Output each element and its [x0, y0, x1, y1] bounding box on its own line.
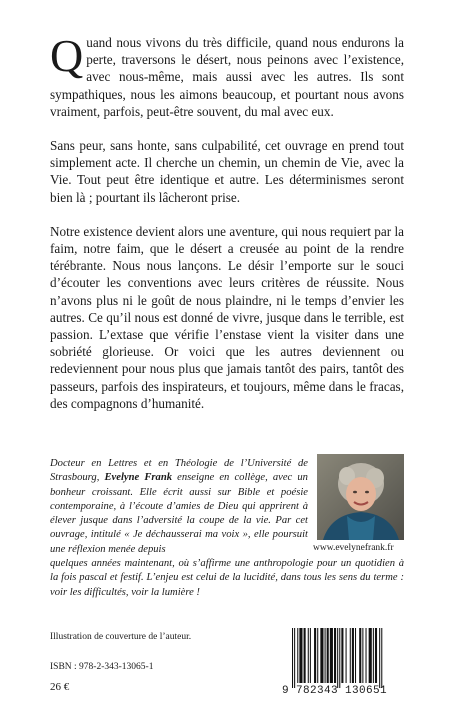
barcode-bar — [359, 628, 361, 683]
barcode-bar — [362, 628, 363, 683]
author-bio-continued: quelques années maintenant, où s’affirme une anthropologie pour un quotidien à la fois pascal et festif. L’enjeu est celui de la lucidité, dans tous les sens du terme : voir les difficultés, voir la lumière ! — [50, 558, 404, 598]
author-photo — [317, 454, 404, 540]
barcode-bar — [337, 628, 338, 688]
barcode-bar — [304, 628, 306, 683]
barcode-bar — [299, 628, 302, 683]
barcode-bar — [375, 628, 377, 683]
barcode-bar — [346, 628, 347, 683]
barcode-bar — [350, 628, 351, 683]
barcode-bar — [381, 628, 382, 688]
barcode-bar — [297, 628, 298, 683]
barcode-bar — [317, 628, 318, 683]
barcode-bar — [334, 628, 336, 683]
barcode-bar — [373, 628, 374, 683]
author-bio-intro: Docteur en Lettres et en Théologie de l’Université de Strasbourg, — [50, 458, 308, 484]
barcode-bar — [352, 628, 354, 683]
barcode-bar — [341, 628, 343, 683]
barcode-bars — [292, 628, 382, 688]
barcode-bar — [330, 628, 333, 683]
barcode-bar — [369, 628, 372, 683]
barcode-bar — [366, 628, 367, 683]
back-cover-blurb — [50, 30, 404, 429]
author-website: www.evelynefrank.fr — [313, 543, 394, 553]
price: 26 € — [50, 681, 70, 693]
blurb-paragraph-1 — [50, 30, 404, 120]
author-name: Evelyne Frank — [104, 472, 173, 484]
barcode-bar — [292, 628, 293, 688]
barcode-bar — [308, 628, 309, 683]
barcode-bar — [325, 628, 326, 683]
barcode-bar — [339, 628, 340, 688]
blurb-paragraph-3: Notre existence devient alors une aventure, qui nous requiert par la faim, notre faim, que le désert a creusée au point de la rendre térébrante. Nous nous lançons. Le désir l’emporte sur le souci d’écouter les conventions avec leurs critères de réussite. Nous n’avons plus ni le goût de nous plaindre, ni le temps d’envier les autres. Ce qu’il nous est donné de vivre, jusque dans le terrible, est passion. L’extase que vérifie l’enstase vient la visiter dans une sobriété glorieuse. Or voici que les autres deviennent ou redeviennent pour nous plus que jamais tantôt des pairs, tantôt des passeurs, parfois des inspirateurs, et toujours, même dans le fracas, des compagnons d’humanité. — [50, 223, 404, 411]
cover-illustration-credit: Illustration de couverture de l’auteur. — [50, 632, 192, 642]
barcode-bar — [310, 628, 311, 683]
barcode-digits: 9 782343 130651 — [282, 685, 388, 697]
barcode-bar — [355, 628, 356, 683]
drop-cap: Q — [50, 30, 84, 81]
blurb-paragraph-1-text: uand nous vivons du très difficile, quand nous endurons la perte, traversons le désert, nous peinons avec l’existence, avec nous-même, mais aussi avec les autres. Ils sont sympathiques, nous les aimons beaucoup, et pourtant nous avons vraiment, parfois, peut-être souvent, du mal avec eux. — [50, 35, 404, 119]
barcode-bar — [294, 628, 295, 688]
author-bio — [50, 457, 308, 557]
barcode-bar — [314, 628, 316, 683]
isbn: ISBN : 978-2-343-13065-1 — [50, 662, 154, 672]
blurb-paragraph-2: Sans peur, sans honte, sans culpabilité, cet ouvrage en prend tout simplement acte. Il cherche un chemin, un chemin de Vie, avec la Vie. Tout peut être identique et autre. Les déterminismes seront bien là ; pourtant ils lâcheront prise. — [50, 138, 404, 205]
barcode-bar — [379, 628, 380, 688]
author-bio-text: enseigne en collège, avec un bonheur croissant. Elle écrit aussi sur Bible et poésie contemporaine, à l’écoute d’amies de Dieu qui apprirent à élever jusque dans l’adversité la coupe de la vie. Par cet ouvrage, intitulé « Je déchausserai ma voix », elle poursuit une réflexion menée depuis — [50, 472, 308, 555]
author-portrait-image — [317, 454, 404, 540]
barcode-bar — [320, 628, 323, 683]
barcode-bar — [327, 628, 329, 683]
